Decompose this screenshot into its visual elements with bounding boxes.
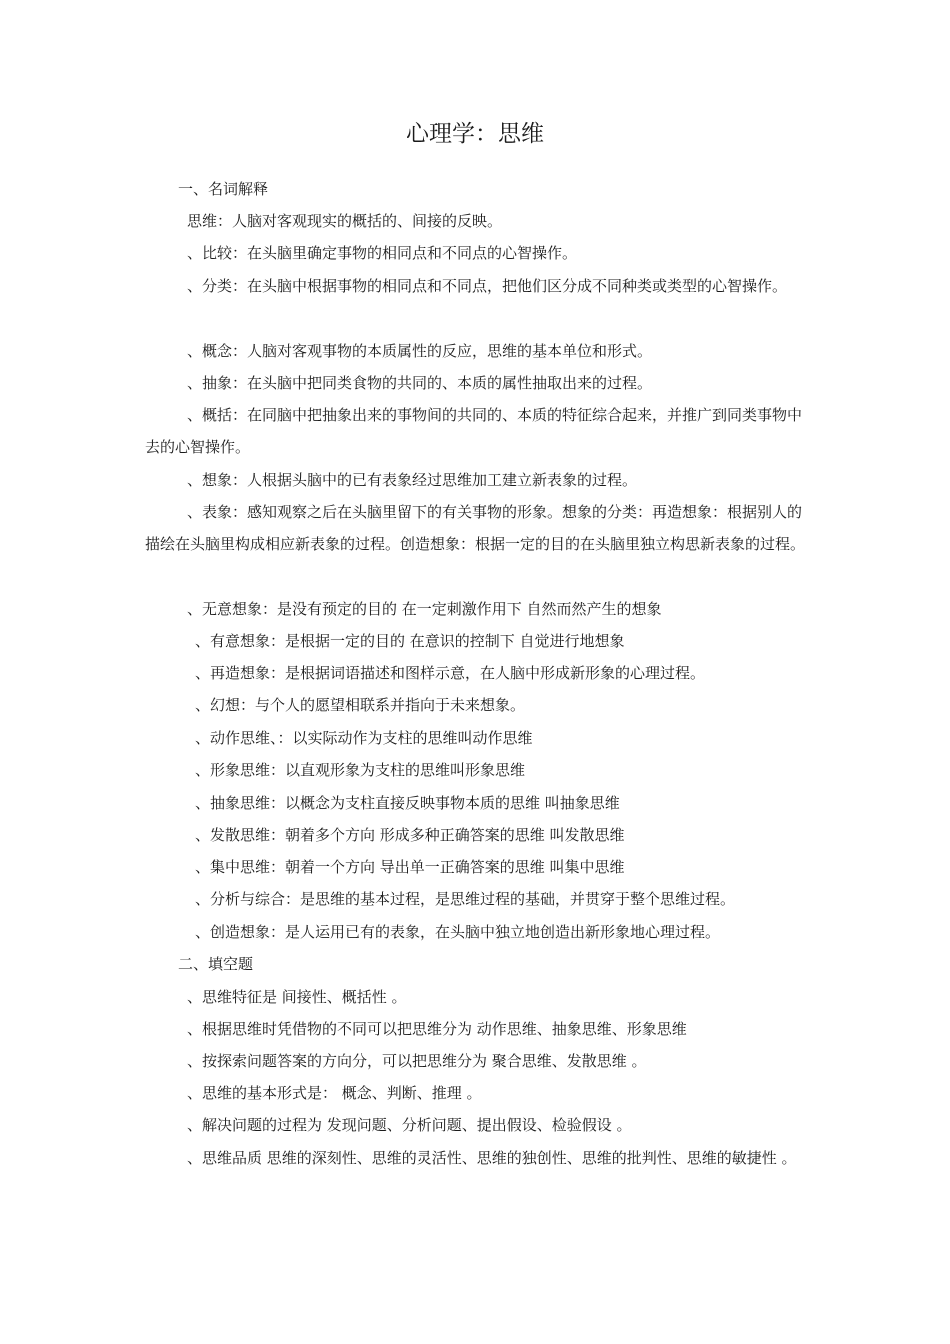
fill-in-item: 、思维的基本形式是： 概念、判断、推理 。 xyxy=(187,1084,482,1102)
definition-item: 、表象：感知观察之后在头脑里留下的有关事物的形象。想象的分类：再造想象：根据别人的描绘在头脑里构成相应新表象的过程。创造想象：根据一定的目的在头脑里独立构思新表象的过程。 xyxy=(145,503,806,553)
definition-item: 、概括：在同脑中把抽象出来的事物间的共同的、本质的特征综合起来，并推广到同类事物中去的心智操作。 xyxy=(145,406,803,456)
definition-item: 、发散思维：朝着多个方向 形成多种正确答案的思维 叫发散思维 xyxy=(195,826,625,844)
fill-in-item: 、根据思维时凭借物的不同可以把思维分为 动作思维、抽象思维、形象思维 xyxy=(187,1020,687,1038)
definition-item: 、有意想象：是根据一定的目的 在意识的控制下 自觉进行地想象 xyxy=(195,632,625,650)
definition-item: 思维：人脑对客观现实的概括的、间接的反映。 xyxy=(187,212,503,230)
definition-item: 、比较：在头脑里确定事物的相同点和不同点的心智操作。 xyxy=(187,244,578,262)
fill-in-item: 、按探索问题答案的方向分，可以把思维分为 聚合思维、发散思维 。 xyxy=(187,1052,647,1070)
definition-item: 、抽象思维：以概念为支柱直接反映事物本质的思维 叫抽象思维 xyxy=(195,794,620,812)
fill-in-item: 、思维品质 思维的深刻性、思维的灵活性、思维的独创性、思维的批判性、思维的敏捷性 。 xyxy=(187,1149,797,1167)
definition-item: 、集中思维：朝着一个方向 导出单一正确答案的思维 叫集中思维 xyxy=(195,858,625,876)
definition-item: 、形象思维：以直观形象为支柱的思维叫形象思维 xyxy=(195,761,526,779)
definition-item: 、分类：在头脑中根据事物的相同点和不同点，把他们区分成不同种类或类型的心智操作。 xyxy=(187,277,788,295)
fill-in-item: 、解决问题的过程为 发现问题、分析问题、提出假设、检验假设 。 xyxy=(187,1116,632,1134)
definition-item: 、概念：人脑对客观事物的本质属性的反应，思维的基本单位和形式。 xyxy=(187,342,653,360)
section-heading-fill-in: 二、填空题 xyxy=(178,955,254,973)
definition-item: 、再造想象：是根据词语描述和图样示意，在人脑中形成新形象的心理过程。 xyxy=(195,664,706,682)
definition-item: 、抽象：在头脑中把同类食物的共同的、本质的属性抽取出来的过程。 xyxy=(187,374,653,392)
definition-item: 、分析与综合：是思维的基本过程，是思维过程的基础，并贯穿于整个思维过程。 xyxy=(195,890,736,908)
definition-item: 、幻想：与个人的愿望相联系并指向于未来想象。 xyxy=(195,696,526,714)
definition-item: 、想象：人根据头脑中的已有表象经过思维加工建立新表象的过程。 xyxy=(187,471,638,489)
page-title: 心理学：思维 xyxy=(406,121,544,147)
definition-item: 、无意想象：是没有预定的目的 在一定刺激作用下 自然而然产生的想象 xyxy=(187,600,662,618)
definition-item: 、创造想象：是人运用已有的表象，在头脑中独立地创造出新形象地心理过程。 xyxy=(195,923,721,941)
fill-in-item: 、思维特征是 间接性、概括性 。 xyxy=(187,988,407,1006)
section-heading-definitions: 一、名词解释 xyxy=(178,180,269,198)
definition-item: 、动作思维、：以实际动作为支柱的思维叫动作思维 xyxy=(195,729,533,747)
